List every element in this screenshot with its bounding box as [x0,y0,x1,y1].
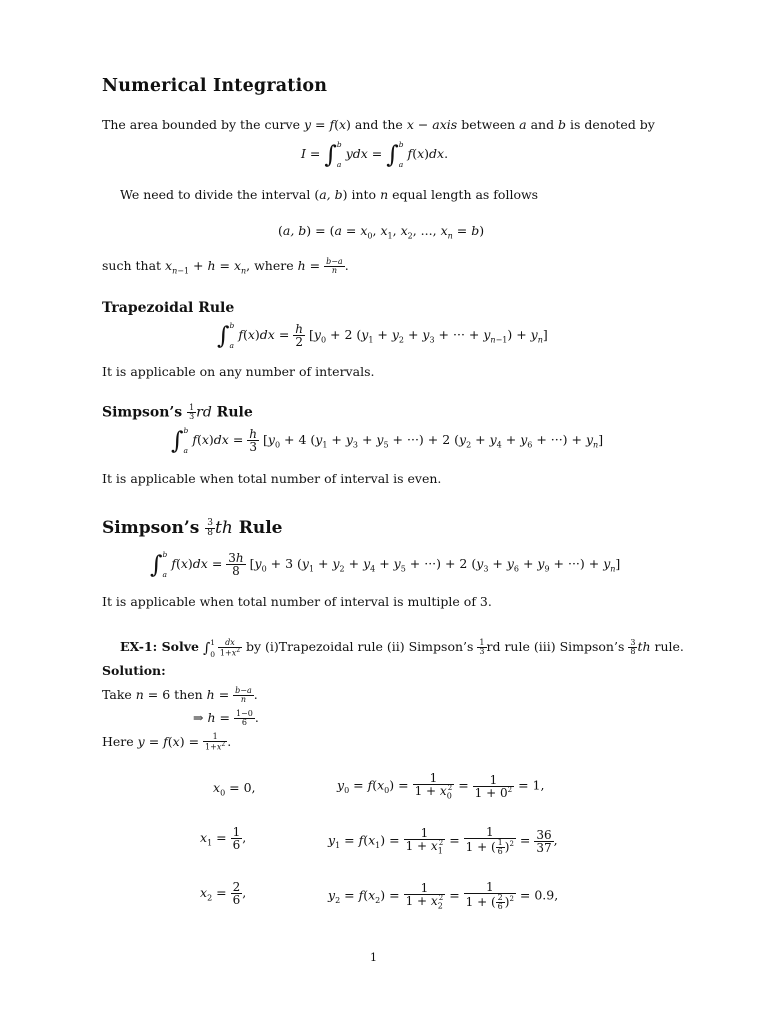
integral-definition-equation: I = ∫ b a ydx = ∫ b a f(x)dx. [301,140,449,169]
intro-paragraph: The area bounded by the curve y = f(x) and the x − axis between a and b is denoted by [102,117,655,132]
x1-value: $x_1$ = $\frac{1}{6}$ , [200,825,247,852]
simpson-one-third-note: It is applicable when total number of interval is even. [102,471,442,486]
solution-step-1: Take n = 6 then h = $\frac{b-a}{n}$ . [102,686,258,704]
simpson-one-third-heading: Simpson’s $\frac{1}{3}$ rd Rule [102,403,253,421]
y2-value: $y_2 = f(x_2)$ = $\frac{1}{1 + x_2^2}$ = 1 1 + ( $\frac{2}{6}$ )$^2$ = 0.9, [328,880,559,911]
page-title: Numerical Integration [102,76,328,96]
x2-value: $x_2$ = $\frac{2}{6}$ , [200,880,247,907]
simpson-three-eighth-formula: ∫ b a f(x)dx = $\frac{3h}{8}$ [$y_0 + 3$ ($y_1 + y_2 + y_4 + y_5$ + ···) + 2 ($y_3 + y_6 + y_9$ + ···) + $y_n$] [150,550,621,579]
example-statement: EX-1: Solve ∫ 1 0 $\frac{dx}{1+x^2}$ by (i)Trapezoidal rule (ii) Simpson’s $\frac{1}{3}$ rd rule (iii) Simpson’s $\frac{3}{8}$ th rule. [120,638,684,659]
page-number: 1 [370,951,377,964]
trapezoidal-heading: Trapezoidal Rule [102,300,235,316]
y1-value: $y_1 = f(x_1)$ = $\frac{1}{1 + x_1^2}$ = 1 1 + ( $\frac{1}{6}$ )$^2$ = $\frac{36}{37}$ , [328,825,558,856]
simpson-three-eighth-heading: Simpson’s $\frac{3}{8}$ th Rule [102,518,283,538]
simpson-one-third-formula: ∫ b a f(x)dx = $\frac{h}{3}$ [$y_0 + 4$ ($y_1 + y_3 + y_5$ + ···) + 2 ($y_2 + y_4 + y_6$ + ···) + $y_n$] [171,426,604,455]
trapezoidal-note: It is applicable on any number of intervals. [102,364,375,379]
interval-partition-equation: (a, $b) = (a = x_0$, $x_1$, $x_2$, ..., $x_n = b$) [278,223,485,241]
solution-label: Solution: [102,663,166,678]
interval-division-paragraph: We need to divide the interval (a, b) into n equal length as follows [120,187,539,202]
solution-step-2: ⇒ h = $\frac{1-0}{6}$ . [193,709,259,727]
simpson-three-eighth-note: It is applicable when total number of interval is multiple of 3. [102,594,492,609]
solution-step-3: Here y = f(x) = $\frac{1}{1+x^2}$ . [102,732,232,752]
y0-value: $y_0 = f(x_0)$ = $\frac{1}{1 + x_0^2}$ = $\frac{1}{1 + 0^2}$ = 1, [337,771,545,801]
step-size-paragraph: such that $x_{n-1} + h = x_n$, where h = $\frac{b-a}{n}$ . [102,257,349,276]
x0-value: $x_0 = 0$, [213,780,256,798]
trapezoidal-formula: ∫ b a f(x)dx = $\frac{h}{2}$ [$y_0 + 2$ ($y_1 + y_2 + y_3$ + ··· + $y_{n-1}) + y_n$] [217,321,548,350]
